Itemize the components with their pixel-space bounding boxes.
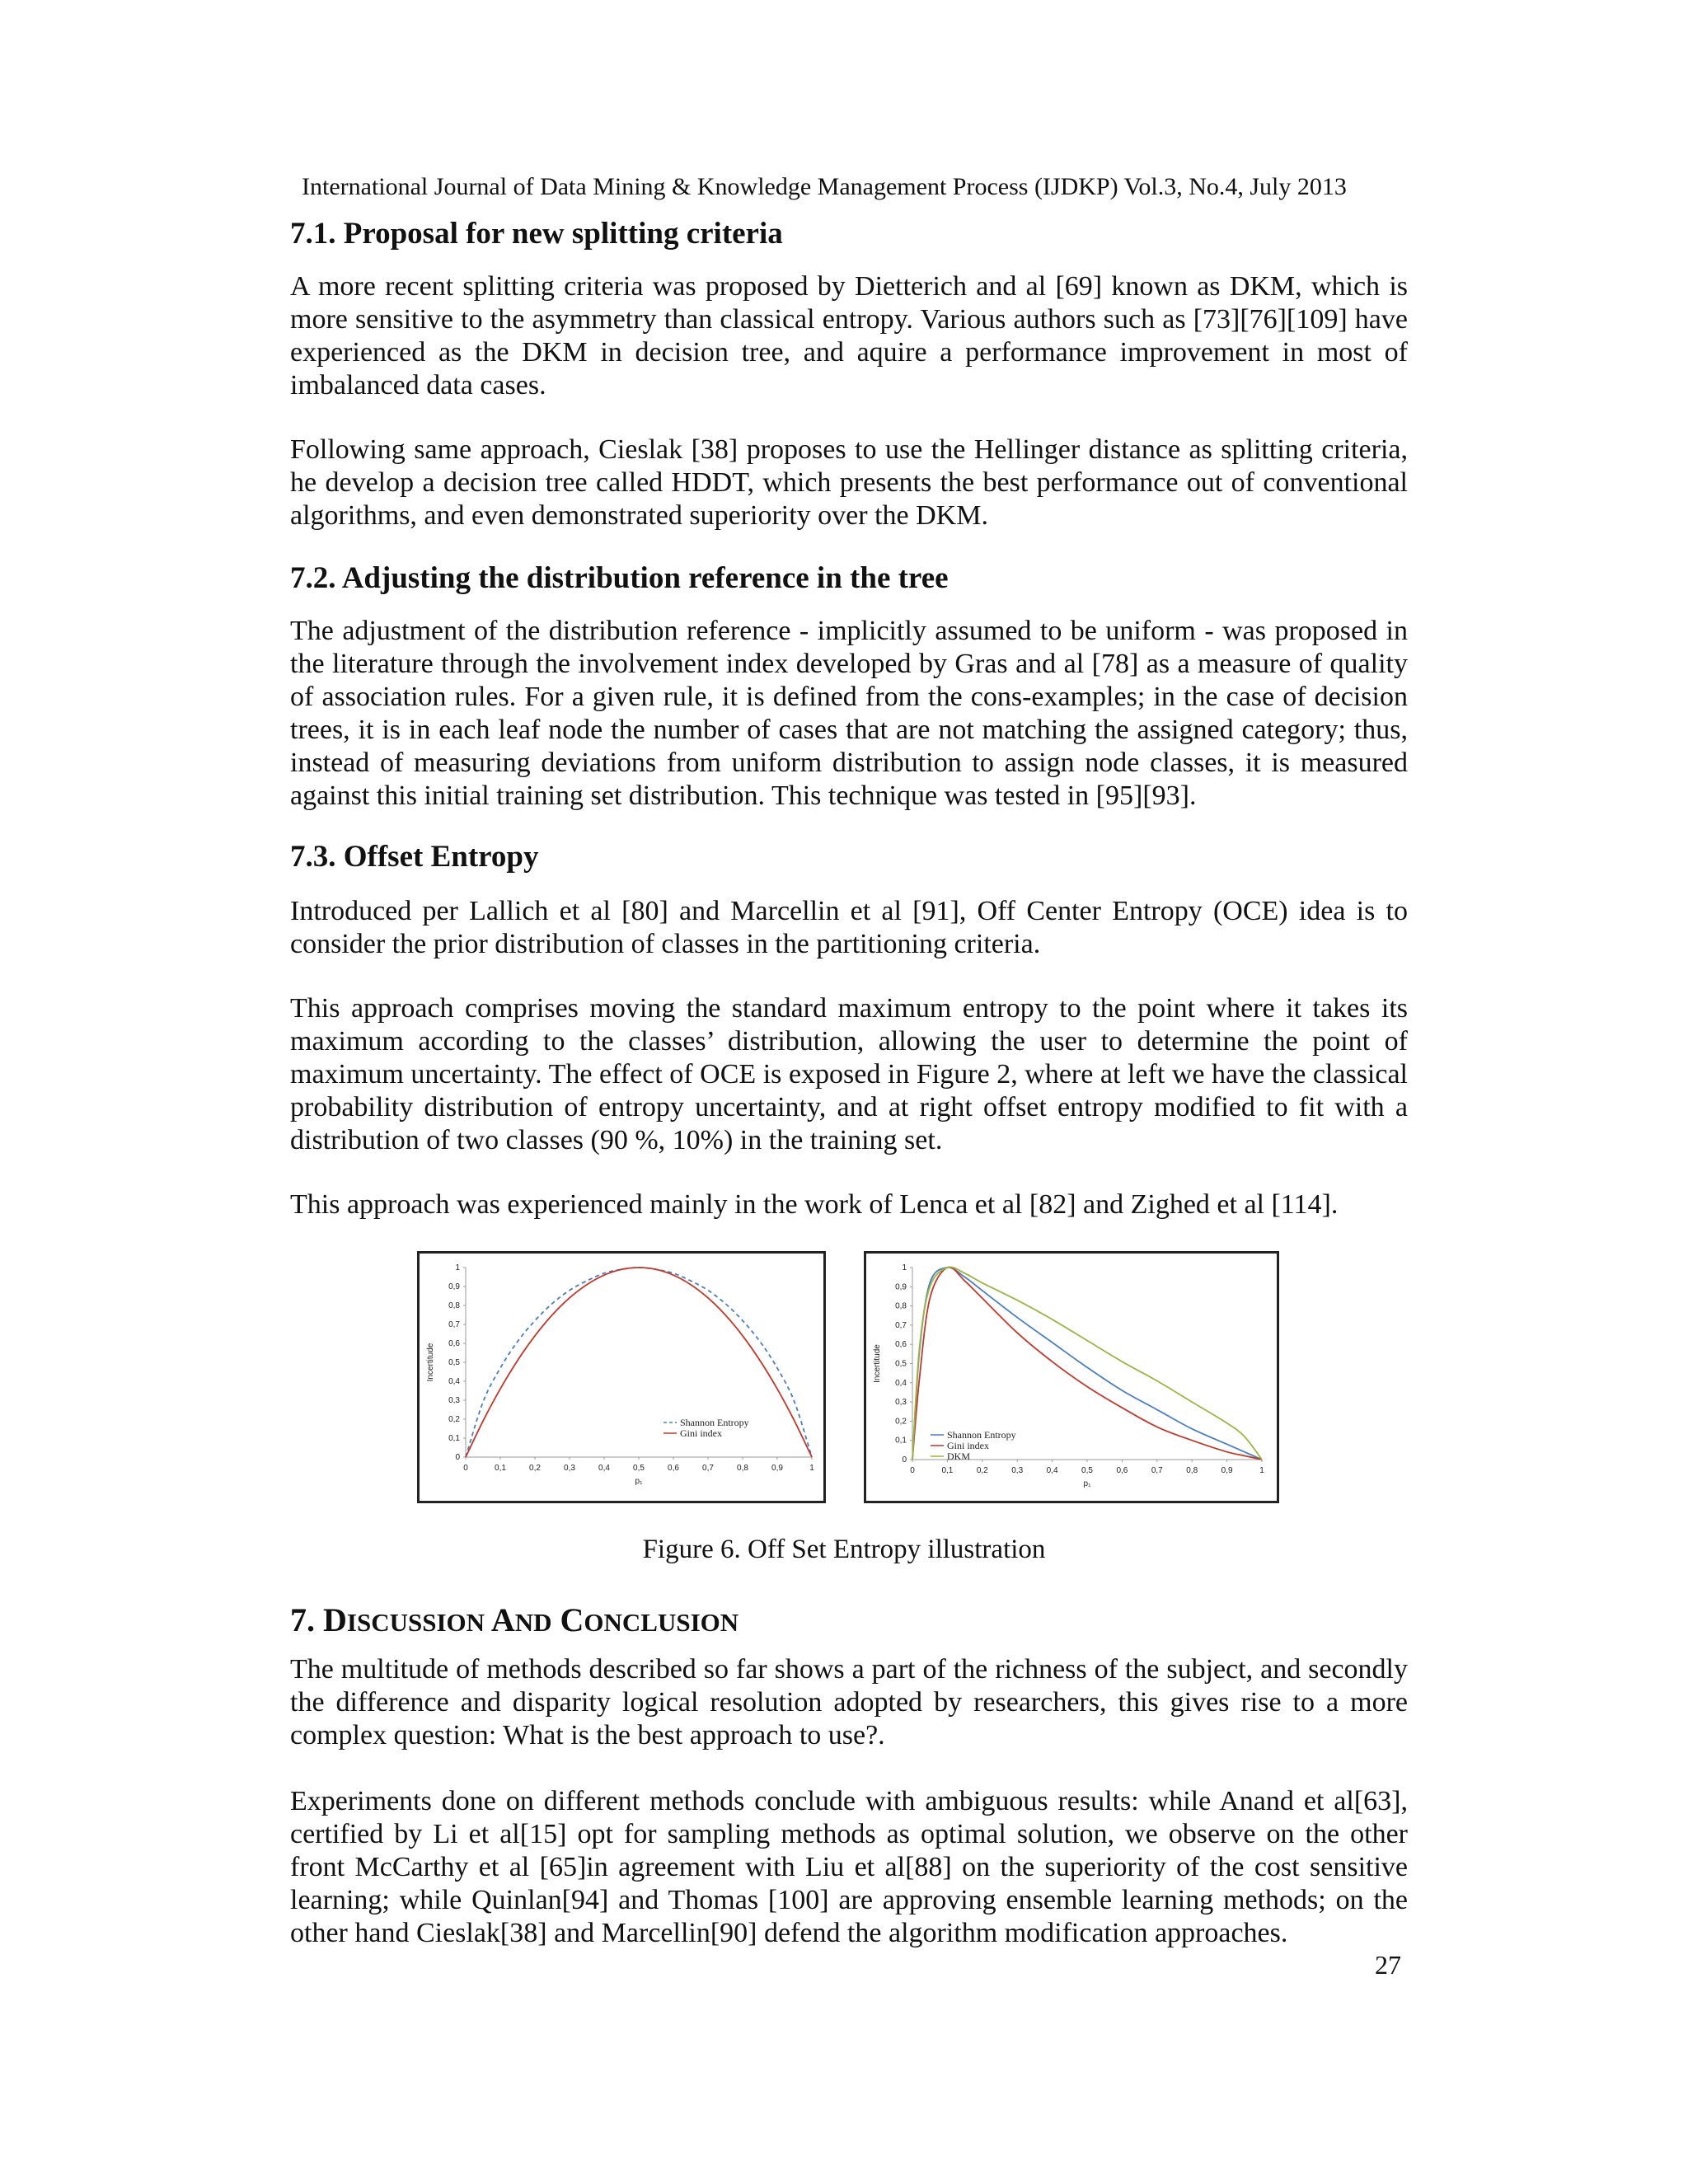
y-tick-label: 1: [902, 1263, 907, 1272]
title-word-2-cap: A: [490, 1601, 515, 1638]
page-number: 27: [1375, 1950, 1401, 1980]
section-7-paragraph-1: The multitude of methods described so far shows a part of the richness of the subject, and secondly the difference and disparity logical resolution adopted by researchers, this gives rise to a more complex question: What is the best approach to use?.: [290, 1654, 1408, 1750]
y-tick-label: 0,3: [448, 1396, 460, 1405]
section-7-3-title: 7.3. Offset Entropy: [290, 840, 539, 874]
series-line-gini-index: [466, 1268, 812, 1457]
section-7-3-paragraph-2: This approach comprises moving the standard maximum entropy to the point where it takes its maximum according to the classes’ distribution, allowing the user to determine the point of maximum uncertainty. The effect of OCE is exposed in Figure 2, where at left we have the classical probability distribution of entropy uncertainty, and at right offset entropy modified to fit with a distribution of two classes (90 %, 10%) in the training set.: [290, 993, 1408, 1155]
figure-left-panel: [417, 1251, 826, 1503]
y-tick-label: 0,9: [448, 1282, 460, 1291]
legend-label: Gini index: [947, 1440, 989, 1451]
section-7-2-paragraph-1: The adjustment of the distribution reference - implicitly assumed to be uniform - was proposed in the literature through the involvement index developed by Gras and al [78] as a measure of quality of association rules. For a given rule, it is defined from the cons-examples; in the case of decision trees, it is in each leaf node the number of cases that are not matching the assigned category; thus, instead of measuring deviations from uniform distribution to assign node classes, it is measured against this initial training set distribution. This technique was tested in [95][93].: [290, 616, 1408, 811]
y-tick-label: 0,2: [448, 1415, 460, 1424]
section-7-1-title: 7.1. Proposal for new splitting criteria: [290, 217, 783, 251]
x-tick-label: 0,2: [529, 1464, 541, 1473]
title-word-2-rest: ND: [514, 1608, 552, 1637]
y-tick-label: 0,9: [895, 1282, 907, 1292]
x-tick-label: 0,1: [941, 1466, 954, 1475]
x-tick-label: 0,6: [668, 1464, 679, 1473]
x-axis-label: p₁: [635, 1477, 643, 1486]
y-tick-label: 0,7: [895, 1320, 907, 1330]
y-tick-label: 0,7: [448, 1320, 460, 1329]
legend-label: DKM: [947, 1451, 971, 1462]
section-7-1-paragraph-2: Following same approach, Cieslak [38] proposes to use the Hellinger distance as splitting criteria, he develop a decision tree called HDDT, which presents the best performance out of conventional algorithms, and even demonstrated superiority over the DKM.: [290, 434, 1408, 531]
x-tick-label: 0,5: [633, 1464, 645, 1473]
section-7-2-title: 7.2. Adjusting the distribution reference in the tree: [290, 561, 949, 595]
figure-caption: Figure 6. Off Set Entropy illustration: [642, 1535, 1046, 1564]
x-tick-label: 0: [910, 1466, 915, 1475]
y-tick-label: 0,4: [895, 1378, 907, 1388]
section-7-title: [290, 1601, 738, 1639]
x-tick-label: 0,4: [1046, 1466, 1058, 1475]
y-tick-label: 0,6: [448, 1339, 460, 1348]
legend-label: Gini index: [680, 1427, 722, 1439]
y-tick-label: 0: [902, 1455, 907, 1465]
y-tick-label: 1: [455, 1263, 460, 1272]
x-tick-label: 0,4: [598, 1464, 610, 1473]
x-tick-label: 1: [809, 1464, 814, 1473]
title-word-3-cap: C: [560, 1601, 584, 1638]
legend-label: Shannon Entropy: [680, 1417, 749, 1428]
legend-label: Shannon Entropy: [947, 1429, 1016, 1441]
x-axis-label: p₁: [1083, 1479, 1091, 1488]
x-tick-label: 0,8: [1186, 1466, 1198, 1475]
x-tick-label: 0,9: [771, 1464, 783, 1473]
x-tick-label: 0,2: [976, 1466, 988, 1475]
x-tick-label: 0,5: [1081, 1466, 1093, 1475]
y-axis-label: Incertitude: [873, 1344, 882, 1383]
x-tick-label: 1: [1259, 1466, 1264, 1475]
journal-header: International Journal of Data Mining & Knowledge Management Process (IJDKP) Vol.3, No.4, July 2013: [302, 173, 1347, 200]
y-axis-label: Incertitude: [426, 1343, 435, 1382]
section-7-paragraph-2: Experiments done on different methods conclude with ambiguous results: while Anand et al[63], certified by Li et al[15] opt for sampling methods as optimal solution, we observe on the other front McCarthy et al [65]in agreement with Liu et al[88] on the superiority of the cost sensitive learning; while Quinlan[94] and Thomas [100] are approving ensemble learning methods; on the other hand Cieslak[38] and Marcellin[90] defend the algorithm modification approaches.: [290, 1786, 1408, 1948]
y-tick-label: 0,8: [448, 1301, 460, 1310]
section-7-1-paragraph-1: A more recent splitting criteria was proposed by Dietterich and al [69] known as DKM, which is more sensitive to the asymmetry than classical entropy. Various authors such as [73][76][109] have experienced as the DKM in decision tree, and aquire a performance improvement in most of imbalanced data cases.: [290, 271, 1408, 401]
section-7-number: 7.: [290, 1601, 323, 1638]
chart-left-svg: [420, 1254, 823, 1501]
chart-right-svg: [866, 1254, 1277, 1501]
x-tick-label: 0,3: [1011, 1466, 1024, 1475]
y-tick-label: 0: [455, 1453, 460, 1462]
x-tick-label: 0,7: [1151, 1466, 1163, 1475]
x-tick-label: 0,8: [737, 1464, 748, 1473]
y-tick-label: 0,3: [895, 1398, 907, 1408]
title-word-3-rest: ONCLUSION: [584, 1608, 739, 1637]
y-tick-label: 0,2: [895, 1417, 907, 1427]
y-tick-label: 0,1: [448, 1434, 460, 1443]
figure-right-panel: [864, 1251, 1279, 1503]
x-tick-label: 0,7: [702, 1464, 714, 1473]
y-tick-label: 0,5: [895, 1359, 907, 1369]
section-7-3-paragraph-1: Introduced per Lallich et al [80] and Marcellin et al [91], Off Center Entropy (OCE) idea is to consider the prior distribution of classes in the partitioning criteria.: [290, 896, 1408, 959]
x-tick-label: 0: [463, 1464, 468, 1473]
x-tick-label: 0,6: [1116, 1466, 1128, 1475]
y-tick-label: 0,5: [448, 1358, 460, 1367]
y-tick-label: 0,6: [895, 1340, 907, 1350]
x-tick-label: 0,9: [1221, 1466, 1233, 1475]
section-7-3-paragraph-3: This approach was experienced mainly in the work of Lenca et al [82] and Zighed et al [114].: [290, 1189, 1339, 1220]
y-tick-label: 0,4: [448, 1377, 460, 1386]
x-tick-label: 0,1: [495, 1464, 506, 1473]
x-tick-label: 0,3: [564, 1464, 575, 1473]
title-word-1-rest: ISCUSSION: [346, 1608, 485, 1637]
title-word-1-cap: D: [323, 1601, 347, 1638]
series-line-shannon-entropy: [466, 1268, 812, 1457]
y-tick-label: 0,1: [895, 1436, 907, 1446]
y-tick-label: 0,8: [895, 1301, 907, 1311]
